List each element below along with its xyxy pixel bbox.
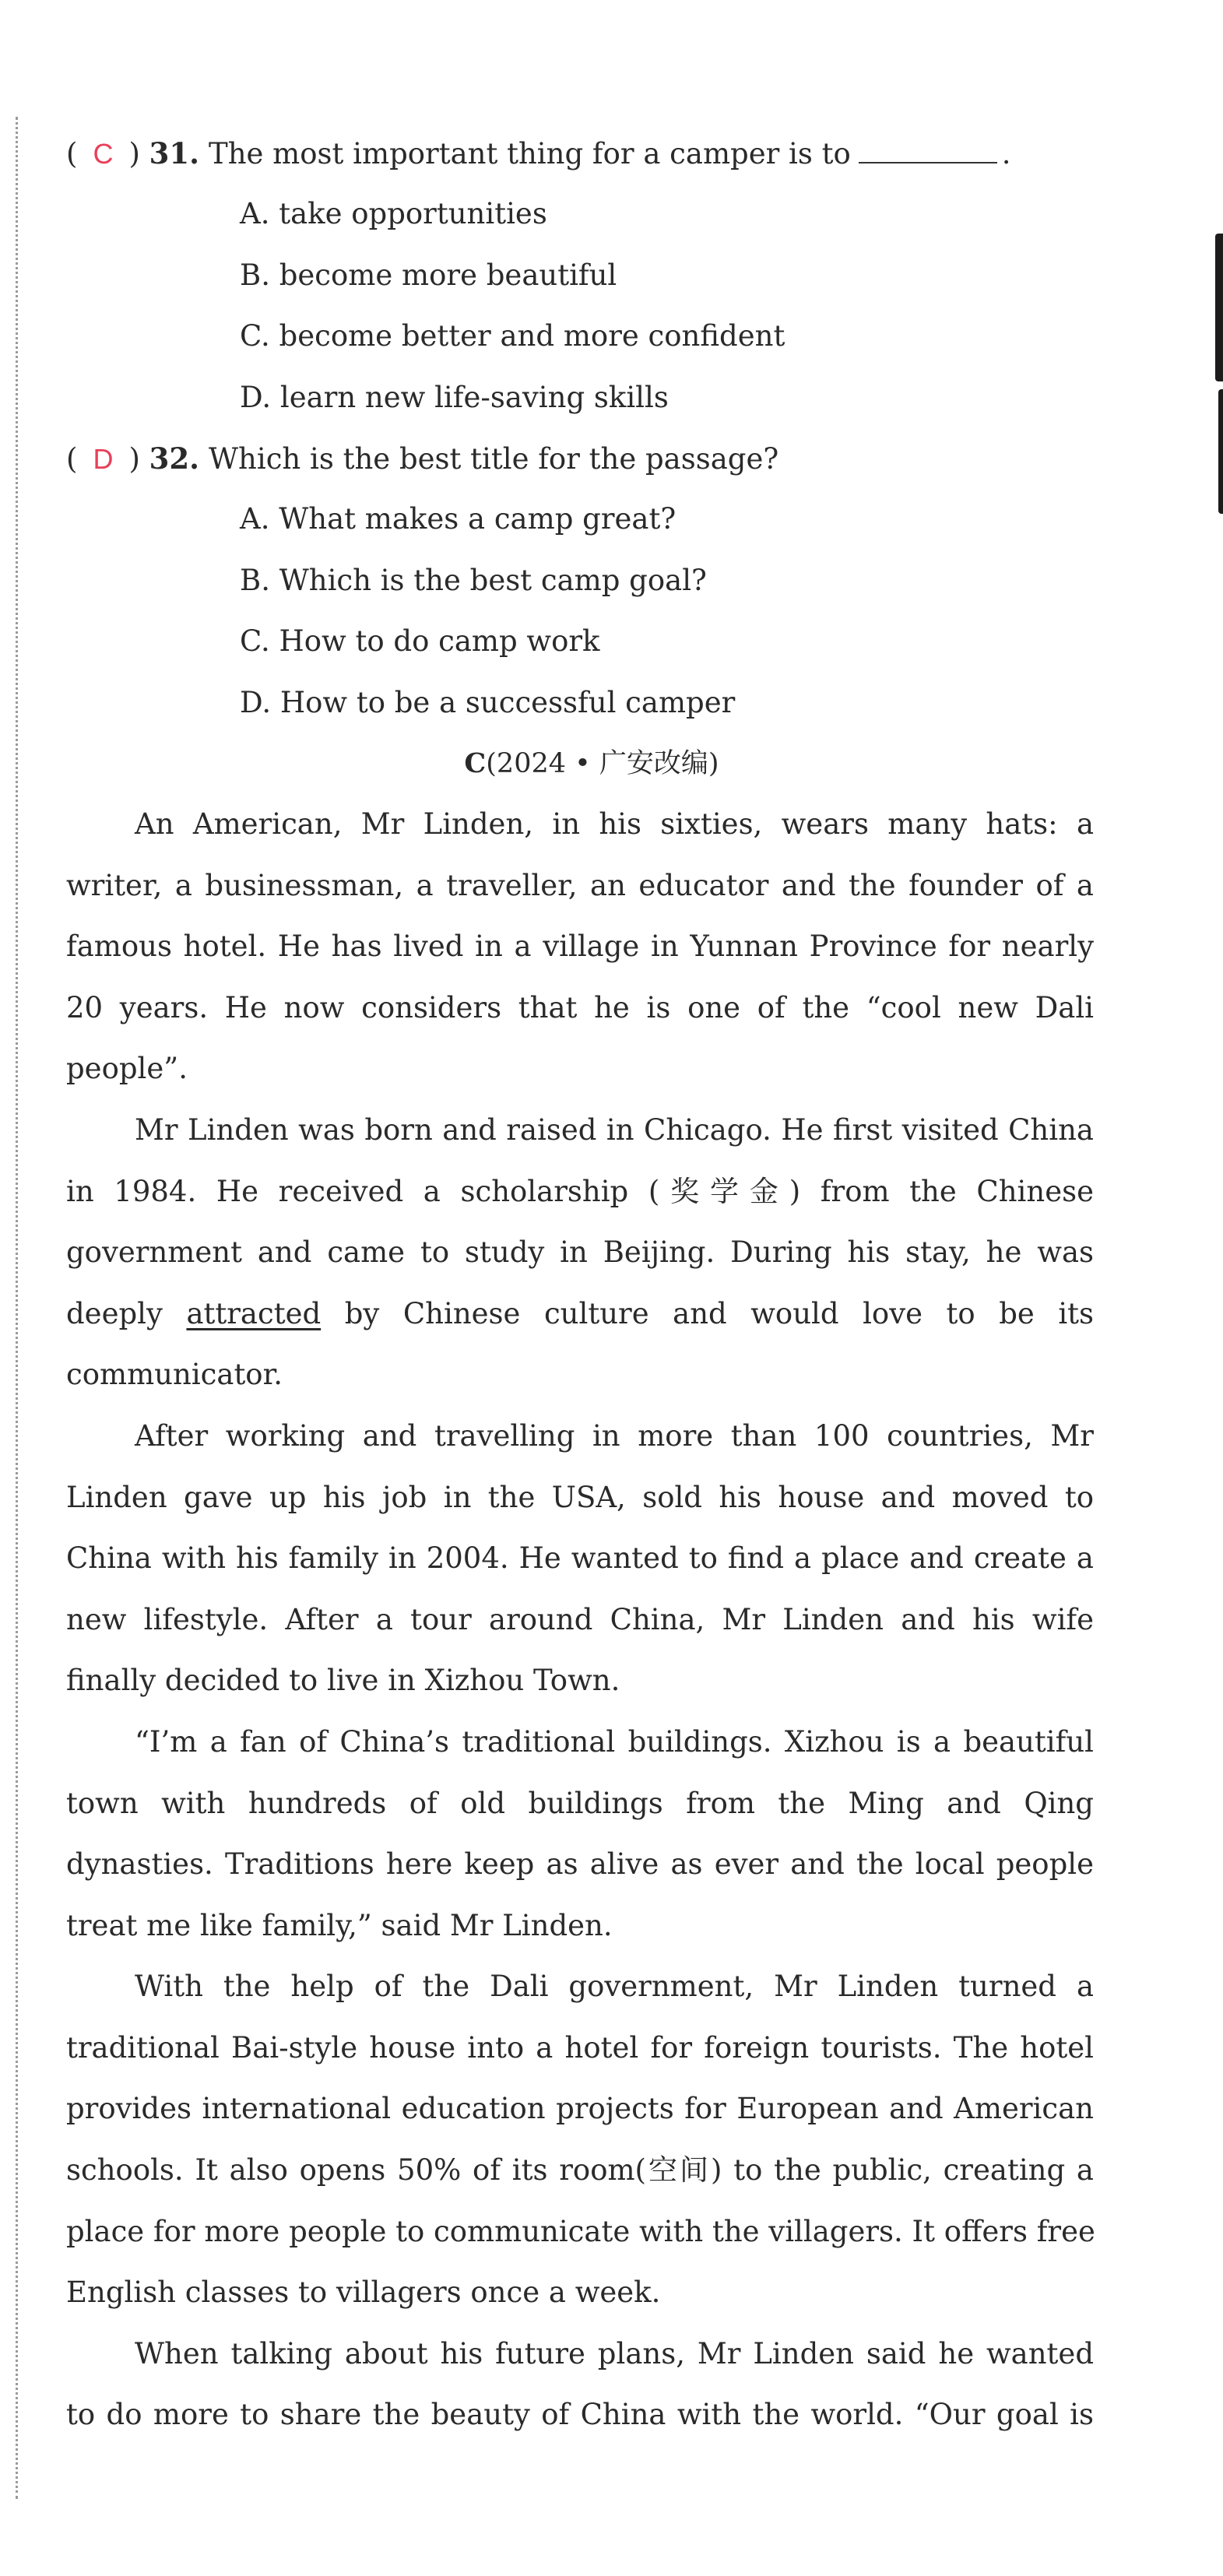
option-d: D. How to be a successful camper xyxy=(240,685,736,719)
paragraph-2 xyxy=(66,1100,1094,1406)
text-fragment: deeply xyxy=(66,1296,163,1330)
text-line: to do more to share the beauty of China with the world. “Our goal is xyxy=(66,2398,1094,2432)
answer-31: C xyxy=(93,138,114,170)
text-line: After working and travelling in more than 100 countries, Mr xyxy=(135,1418,1094,1453)
section-source: (2024 • 广安改编) xyxy=(486,748,719,779)
text-line: With the help of the Dali government, Mr Linden turned a xyxy=(135,1970,1094,2004)
text-line: treat me like family,” said Mr Linden. xyxy=(66,1908,613,1942)
question-number: 32. xyxy=(149,441,200,476)
text-line: people”. xyxy=(66,1052,188,1086)
question-32 xyxy=(66,428,1094,489)
paragraph-6 xyxy=(66,2324,1094,2446)
text-line-with-underline xyxy=(66,1284,1094,1345)
answer-bracket-close: ) xyxy=(128,442,140,476)
paragraph-3 xyxy=(66,1406,1094,1712)
text-line: Linden gave up his job in the USA, sold his house and moved to xyxy=(66,1480,1094,1514)
option-d: D. learn new life-saving skills xyxy=(240,380,669,414)
section-heading xyxy=(66,733,1094,794)
page-edge-shadow xyxy=(1215,234,1223,381)
option-a: A. What makes a camp great? xyxy=(240,502,677,536)
paragraph-1 xyxy=(66,794,1094,1100)
text-line: town with hundreds of old buildings from the Ming and Qing xyxy=(66,1786,1094,1820)
text-line: When talking about his future plans, Mr Linden said he wanted xyxy=(135,2336,1094,2370)
binding-margin-dotted-line xyxy=(16,117,18,2499)
question-stem: The most important thing for a camper is to xyxy=(209,137,851,170)
question-stem-end: . xyxy=(1001,137,1011,170)
text-line: writer, a businessman, a traveller, an educator and the founder of a xyxy=(66,868,1094,902)
answer-bracket-close: ) xyxy=(128,137,140,170)
answer-bracket-open: ( xyxy=(66,442,78,476)
text-line: in 1984. He received a scholarship (奖学金) from the Chinese xyxy=(66,1174,1094,1208)
text-line: “I’m a fan of China’s traditional buildings. Xizhou is a beautiful xyxy=(135,1724,1094,1759)
paragraph-5 xyxy=(66,1956,1094,2324)
text-line: traditional Bai-style house into a hotel for foreign tourists. The hotel xyxy=(66,2030,1094,2065)
text-line: Mr Linden was born and raised in Chicago. He first visited China xyxy=(135,1112,1094,1147)
question-number: 31. xyxy=(149,136,200,170)
option-a: A. take opportunities xyxy=(240,197,547,230)
paragraph-4 xyxy=(66,1712,1094,1956)
text-line: An American, Mr Linden, in his sixties, wears many hats: a xyxy=(135,807,1094,841)
option-c: C. become better and more confident xyxy=(240,319,785,353)
section-letter: C xyxy=(464,747,487,779)
option-c: C. How to do camp work xyxy=(240,624,600,658)
text-fragment: by Chinese culture and would love to be its xyxy=(344,1296,1095,1330)
text-line: finally decided to live in Xizhou Town. xyxy=(66,1664,620,1698)
text-line: place for more people to communicate with the villagers. It offers free xyxy=(66,2214,1095,2248)
text-line: government and came to study in Beijing. During his stay, he was xyxy=(66,1235,1094,1270)
question-stem: Which is the best title for the passage? xyxy=(209,442,779,476)
page-edge-shadow xyxy=(1218,389,1223,514)
answer-bracket-open: ( xyxy=(66,137,78,170)
option-b: B. become more beautiful xyxy=(240,258,617,292)
text-line: English classes to villagers once a week. xyxy=(66,2276,661,2310)
answer-32: D xyxy=(93,443,114,475)
text-line: communicator. xyxy=(66,1358,283,1392)
question-31 xyxy=(66,123,1094,184)
text-line: schools. It also opens 50% of its room(空间) to the public, creating a xyxy=(66,2153,1094,2188)
answer-blank xyxy=(859,139,997,163)
text-line: famous hotel. He has lived in a village in Yunnan Province for nearly xyxy=(66,930,1094,964)
text-line: 20 years. He now considers that he is one of the “cool new Dali xyxy=(66,990,1094,1024)
text-line: dynasties. Traditions here keep as alive as ever and the local people xyxy=(66,1847,1094,1882)
text-line: provides international education projects for European and American xyxy=(66,2092,1094,2126)
text-line: new lifestyle. After a tour around China, Mr Linden and his wife xyxy=(66,1602,1094,1636)
option-b: B. Which is the best camp goal? xyxy=(240,563,707,597)
text-line: China with his family in 2004. He wanted to find a place and create a xyxy=(66,1541,1094,1576)
underlined-word: attracted xyxy=(186,1296,322,1330)
worksheet-content xyxy=(66,123,1094,2446)
